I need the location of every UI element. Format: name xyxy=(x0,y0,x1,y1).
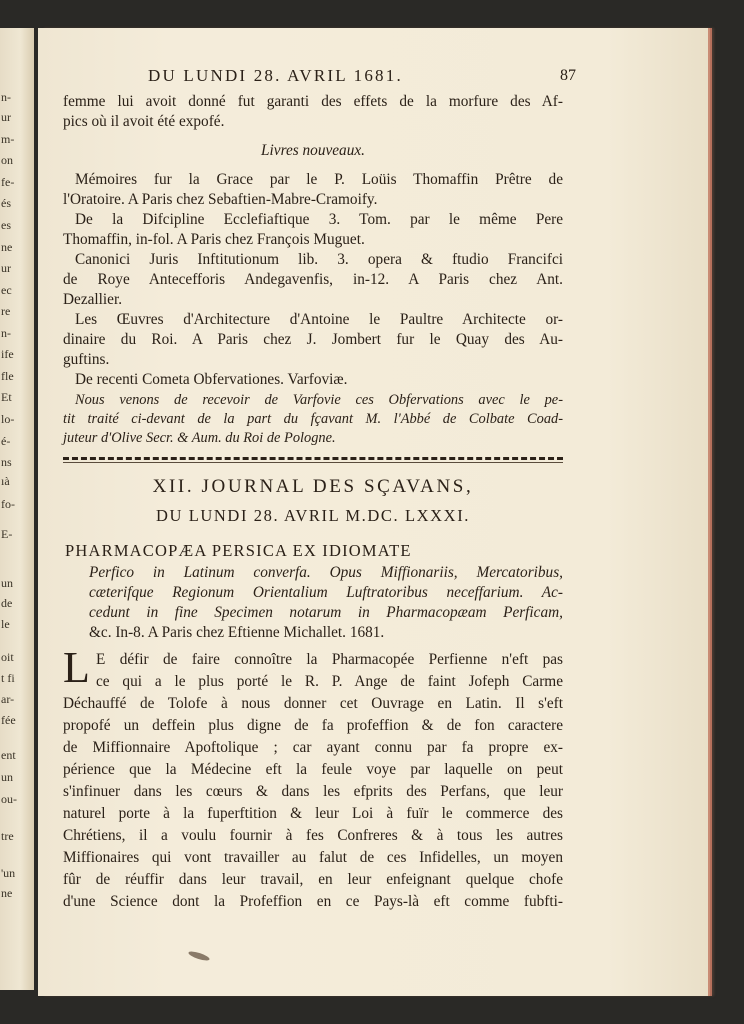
text-line: E défir de faire connoître la Pharmacopée Perfienne n'eft pas xyxy=(96,651,563,668)
text-line: femme lui avoit donné fut garanti des effets de la morfure des Af- xyxy=(63,93,563,110)
previous-page-fragment: re xyxy=(1,304,11,318)
text-line: de Roye Antecefforis Andegavenfis, in-12. A Paris chez Ant. xyxy=(63,271,563,288)
text-line: naturel porte à la fuperftition & leur Loi à fuïr le commerce des xyxy=(63,805,563,822)
text-line: De la Difcipline Ecclefiaftique 3. Tom. par le même Pere xyxy=(75,211,563,228)
text-line: juteur d'Olive Secr. & Aum. du Roi de Pologne. xyxy=(63,430,336,446)
text-line: Thomaffin, in-fol. A Paris chez François Muguet. xyxy=(63,231,365,248)
previous-page-fragment: fe- xyxy=(1,175,15,189)
text-line: ce qui a le plus porté le R. P. Ange de faint Jofeph Carme xyxy=(96,673,563,690)
text-line: Déchauffé de Tolofe à nous donner cet Ouvrage en Latin. Il s'eft xyxy=(63,695,563,712)
text-line: pics où il avoit été expofé. xyxy=(63,113,225,130)
previous-page-fragment: t fi xyxy=(1,671,15,685)
text-line: périence que la Médecine eft la feule voye par laquelle on peut xyxy=(63,761,563,778)
previous-page-fragment: ne xyxy=(1,886,13,900)
text-line: Perfico in Latinum converfa. Opus Miffionariis, Mercatoribus, xyxy=(89,564,563,581)
previous-page-fragment: ne xyxy=(1,240,13,254)
text-line: propofé un deffein plus digne de fa profeffion & de fon caractere xyxy=(63,717,563,734)
previous-page-fragment: un xyxy=(1,770,13,784)
ink-smudge xyxy=(188,950,211,963)
previous-page-fragment: n- xyxy=(1,326,11,340)
previous-page-fragment: m- xyxy=(1,132,15,146)
text-line: fûr de réuffir dans leur travail, en leur enfeignant quelque chofe xyxy=(63,871,563,888)
previous-page-fragment: lo- xyxy=(1,412,15,426)
text-line: cæterifque Regionum Orientalium Luftratoribus neceffarium. Ac- xyxy=(89,584,563,601)
previous-page-fragment: ıà xyxy=(1,474,10,488)
text-line: Les Œuvres d'Architecture d'Antoine le Paultre Architecte or- xyxy=(75,311,563,328)
text-line: s'infinuer dans les cœurs & dans les efprits des Perfans, que leur xyxy=(63,783,563,800)
previous-page-fragment: un xyxy=(1,576,13,590)
previous-page-fragment: fée xyxy=(1,713,16,727)
previous-page-fragment: fo- xyxy=(1,497,15,511)
text-line: Nous venons de recevoir de Varfovie ces Obfervations avec le pe- xyxy=(75,392,563,408)
previous-page-fragment: ife xyxy=(1,347,14,361)
text-line: Miffionaires qui vont travailler au falut de ces Infidelles, un moyen xyxy=(63,849,563,866)
previous-page-fragment: és xyxy=(1,196,11,210)
previous-page-fragment: Et xyxy=(1,390,12,404)
previous-page-fragment: ar- xyxy=(1,692,15,706)
section-heading: Livres nouveaux. xyxy=(261,142,365,159)
previous-page-fragment: on xyxy=(1,153,13,167)
text-line: dinaire du Roi. A Paris chez J. Jombert fur le Quay des Au- xyxy=(63,331,563,348)
previous-page-fragment: es xyxy=(1,218,11,232)
previous-page-fragment: ent xyxy=(1,748,16,762)
previous-page-fragment: le xyxy=(1,617,10,631)
previous-page-fragment: ec xyxy=(1,283,12,297)
drop-cap: L xyxy=(63,643,90,692)
text-line: cedunt in fine Specimen notarum in Pharmacopæam Perficam, xyxy=(89,604,563,621)
page-header xyxy=(148,66,576,90)
text-line: guftins. xyxy=(63,351,110,368)
text-line: Chrétiens, il a voulu fournir à fes Confreres & à tous les autres xyxy=(63,827,563,844)
text-line: de Miffionnaire Apoftolique ; car ayant connu par fa propre ex- xyxy=(63,739,563,756)
book-page xyxy=(38,28,708,996)
running-title: DU LUNDI 28. AVRIL 1681. xyxy=(148,66,403,85)
previous-page-edge xyxy=(0,28,34,990)
journal-date: DU LUNDI 28. AVRIL M.DC. LXXXI. xyxy=(155,506,471,525)
previous-page-fragment: de xyxy=(1,596,13,610)
previous-page-fragment: 'un xyxy=(1,866,16,880)
previous-page-fragment: oit xyxy=(1,650,14,664)
previous-page-fragment: ur xyxy=(1,110,11,124)
text-line: Canonici Juris Inftitutionum lib. 3. opera & ftudio Francifci xyxy=(75,251,563,268)
previous-page-fragment: fle xyxy=(1,369,14,383)
journal-title: XII. JOURNAL DES SÇAVANS, xyxy=(152,476,474,497)
book-title: PHARMACOPÆA PERSICA EX IDIOMATE xyxy=(65,541,412,560)
text-line: De recenti Cometa Obfervationes. Varfoviæ. xyxy=(75,371,348,388)
text-line: Dezallier. xyxy=(63,291,123,308)
previous-page-fragment: E- xyxy=(1,527,13,541)
previous-page-fragment: ur xyxy=(1,261,11,275)
previous-page-fragment: ou- xyxy=(1,792,17,806)
text-line: tit traité ci-devant de la part du fçavant M. l'Abbé de Colbate Coad- xyxy=(63,411,563,427)
previous-page-fragment: ns xyxy=(1,455,12,469)
previous-page-fragment: tre xyxy=(1,829,14,843)
text-line: &c. In-8. A Paris chez Eftienne Michallet. 1681. xyxy=(89,624,385,641)
page-number: 87 xyxy=(560,67,576,84)
text-line: d'une Science dont la Profeffion en ce Pays-là eft comme fubfti- xyxy=(63,893,563,910)
text-line: l'Oratoire. A Paris chez Sebaftien-Mabre-Cramoify. xyxy=(63,191,378,208)
section-divider xyxy=(63,457,563,460)
section-divider-thin xyxy=(63,462,563,463)
text-line: Mémoires fur la Grace par le P. Loüis Thomaffin Prêtre de xyxy=(75,171,563,188)
previous-page-fragment: é- xyxy=(1,434,11,448)
previous-page-fragment: n- xyxy=(1,90,11,104)
